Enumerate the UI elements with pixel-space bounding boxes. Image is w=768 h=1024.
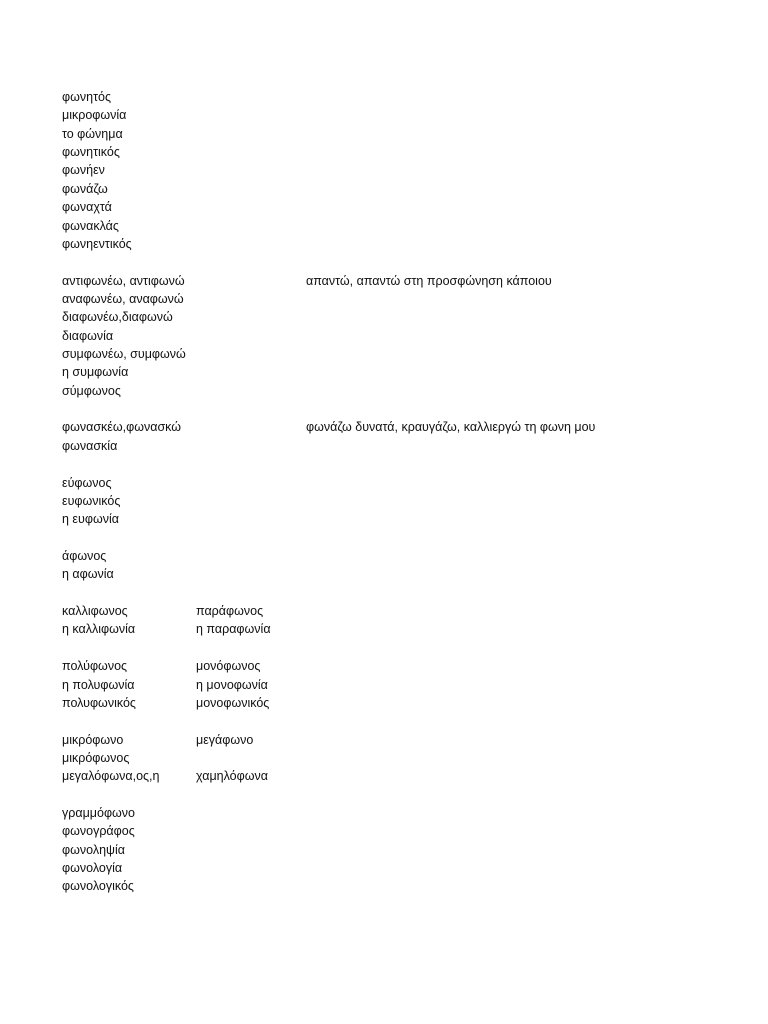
entry-row xyxy=(62,290,742,308)
term: φωνογράφος xyxy=(62,824,135,839)
term: η αφωνία xyxy=(62,567,114,582)
term: αναφωνέω, αναφωνώ xyxy=(62,291,184,306)
term: φωνάζω xyxy=(62,181,108,196)
term: μικρόφωνο xyxy=(62,732,124,747)
entry-row xyxy=(62,767,742,785)
entry-row xyxy=(62,327,742,345)
entry-row xyxy=(62,547,742,565)
term: μικρόφωνος xyxy=(62,750,130,765)
entry-row xyxy=(62,363,742,381)
term: μικροφωνία xyxy=(62,108,127,123)
entry-row xyxy=(62,602,742,620)
term: φωνολογικός xyxy=(62,879,134,894)
term: άφωνος xyxy=(62,548,107,563)
entry-row xyxy=(62,731,742,749)
entry-row xyxy=(62,88,742,106)
term: μεγαλόφωνα,ος,η xyxy=(62,769,160,784)
term: φωνηεντικός xyxy=(62,236,132,251)
term: η καλλιφωνία xyxy=(62,622,136,637)
term: το φώνημα xyxy=(62,126,123,141)
term: φωνακλάς xyxy=(62,218,119,233)
definition: φωνάζω δυνατά, κραυγάζω, καλλιεργώ τη φωνη μου xyxy=(306,420,596,435)
entry-row xyxy=(62,474,742,492)
definition: απαντώ, απαντώ στη προσφώνηση κάποιου xyxy=(306,273,552,288)
related-term: μονοφωνικός xyxy=(196,695,270,710)
word-group xyxy=(62,602,742,639)
entry-row xyxy=(62,418,742,436)
word-group xyxy=(62,88,742,253)
word-group xyxy=(62,804,742,896)
entry-row xyxy=(62,676,742,694)
entry-row xyxy=(62,657,742,675)
word-list xyxy=(62,88,742,914)
entry-row xyxy=(62,125,742,143)
term: η ευφωνία xyxy=(62,512,119,527)
word-group xyxy=(62,474,742,529)
term: φωναχτά xyxy=(62,200,112,215)
term: γραμμόφωνο xyxy=(62,806,136,821)
entry-row xyxy=(62,382,742,400)
entry-row xyxy=(62,217,742,235)
entry-row xyxy=(62,804,742,822)
entry-row xyxy=(62,106,742,124)
entry-row xyxy=(62,272,742,290)
related-term: η μονοφωνία xyxy=(196,677,268,692)
word-group xyxy=(62,272,742,401)
term: η συμφωνία xyxy=(62,365,129,380)
term: διαφωνία xyxy=(62,328,114,343)
term: σύμφωνος xyxy=(62,383,121,398)
term: φωνασκία xyxy=(62,438,118,453)
term: διαφωνέω,διαφωνώ xyxy=(62,310,173,325)
entry-row xyxy=(62,345,742,363)
entry-row xyxy=(62,694,742,712)
entry-row xyxy=(62,308,742,326)
related-term: χαμηλόφωνα xyxy=(196,769,268,784)
related-term: μεγάφωνο xyxy=(196,732,254,747)
term: η πολυφωνία xyxy=(62,677,135,692)
related-term: μονόφωνος xyxy=(196,659,261,674)
entry-row xyxy=(62,859,742,877)
term: καλλιφωνος xyxy=(62,604,128,619)
entry-row xyxy=(62,565,742,583)
term: πολυφωνικός xyxy=(62,695,136,710)
term: φωνασκέω,φωνασκώ xyxy=(62,420,182,435)
entry-row xyxy=(62,180,742,198)
term: ευφωνικός xyxy=(62,493,121,508)
entry-row xyxy=(62,877,742,895)
term: συμφωνέω, συμφωνώ xyxy=(62,347,186,362)
word-group xyxy=(62,657,742,712)
entry-row xyxy=(62,492,742,510)
word-group xyxy=(62,418,742,455)
entry-row xyxy=(62,822,742,840)
entry-row xyxy=(62,437,742,455)
term: πολύφωνος xyxy=(62,659,128,674)
entry-row xyxy=(62,841,742,859)
entry-row xyxy=(62,235,742,253)
word-group xyxy=(62,731,742,786)
word-group xyxy=(62,547,742,584)
term: φωνήεν xyxy=(62,163,105,178)
entry-row xyxy=(62,620,742,638)
related-term: η παραφωνία xyxy=(196,622,271,637)
term: εύφωνος xyxy=(62,475,112,490)
entry-row xyxy=(62,510,742,528)
entry-row xyxy=(62,198,742,216)
entry-row xyxy=(62,161,742,179)
related-term: παράφωνος xyxy=(196,604,264,619)
term: φωνοληψία xyxy=(62,842,125,857)
term: φωνολογία xyxy=(62,861,123,876)
term: φωνητικός xyxy=(62,145,120,160)
entry-row xyxy=(62,749,742,767)
entry-row xyxy=(62,143,742,161)
term: φωνητός xyxy=(62,90,111,104)
term: αντιφωνέω, αντιφωνώ xyxy=(62,273,185,288)
